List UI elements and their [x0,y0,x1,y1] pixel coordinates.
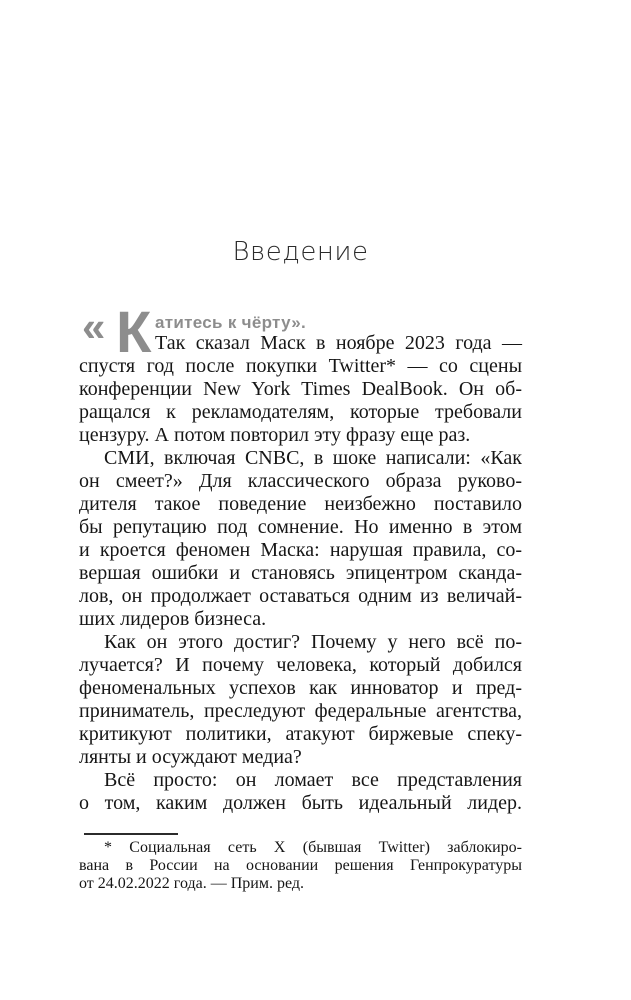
paragraph [79,769,522,815]
text-line: он смеет?» Для классического образа руково- [79,470,522,492]
text-line: спустя год после покупки Twitter* — со сцены [79,355,522,377]
text-column [79,300,522,893]
text-line: лов, он продолжает оставаться одним из величай- [79,585,522,607]
text-line: Всё просто: он ломает все представления [104,769,522,791]
chapter-title: Введение [232,237,369,267]
paragraph [79,447,522,631]
footnote-line: вана в России на основании решения Генпрокуратуры [79,857,522,874]
text-line: цензуру. А потом повторил эту фразу еще раз. [79,424,471,446]
text-line: Так сказал Маск в ноябре 2023 года — [155,332,522,354]
text-line: вершая ошибки и становясь эпицентром сканда- [79,562,522,584]
lead-phrase: атитесь к чёрту». [155,313,307,332]
paragraph-opening [79,300,522,447]
text-line: дителя такое поведение неизбежно поставило [79,493,522,515]
text-line: критикуют политики, атакуют биржевые спеку- [79,723,522,745]
footnote [79,833,522,893]
text-line: Как он этого достиг? Почему у него всё по- [104,631,522,653]
text-line: ращался к рекламодателям, которые требовали [79,401,522,423]
text-line: о том, каким должен быть идеальный лидер. [79,792,522,814]
opening-quote-mark: « [82,303,106,350]
text-line: СМИ, включая CNBC, в шоке написали: «Как [104,447,522,469]
footnote-separator [84,833,178,835]
footnote-line: от 24.02.2022 года. — Прим. ред. [79,875,304,892]
text-line: конференции New York Times DealBook. Он об- [79,378,522,400]
paragraph [79,631,522,769]
dropcap-letter: К [116,300,152,365]
text-line: ших лидеров бизнеса. [79,608,267,630]
text-line: бы репутацию под сомнение. Но именно в этом [79,516,522,538]
text-line: и кроется феномен Маска: нарушая правила, со- [79,539,522,561]
text-line: лянты и осуждают медиа? [79,746,302,768]
footnote-line: * Социальная сеть X (бывшая Twitter) заблокиро- [104,839,522,856]
text-line: лучается? И почему человека, который добился [79,654,522,676]
text-line: приниматель, преследуют федеральные агентства, [79,700,522,722]
text-line: феноменальных успехов как инноватор и пред- [79,677,522,699]
